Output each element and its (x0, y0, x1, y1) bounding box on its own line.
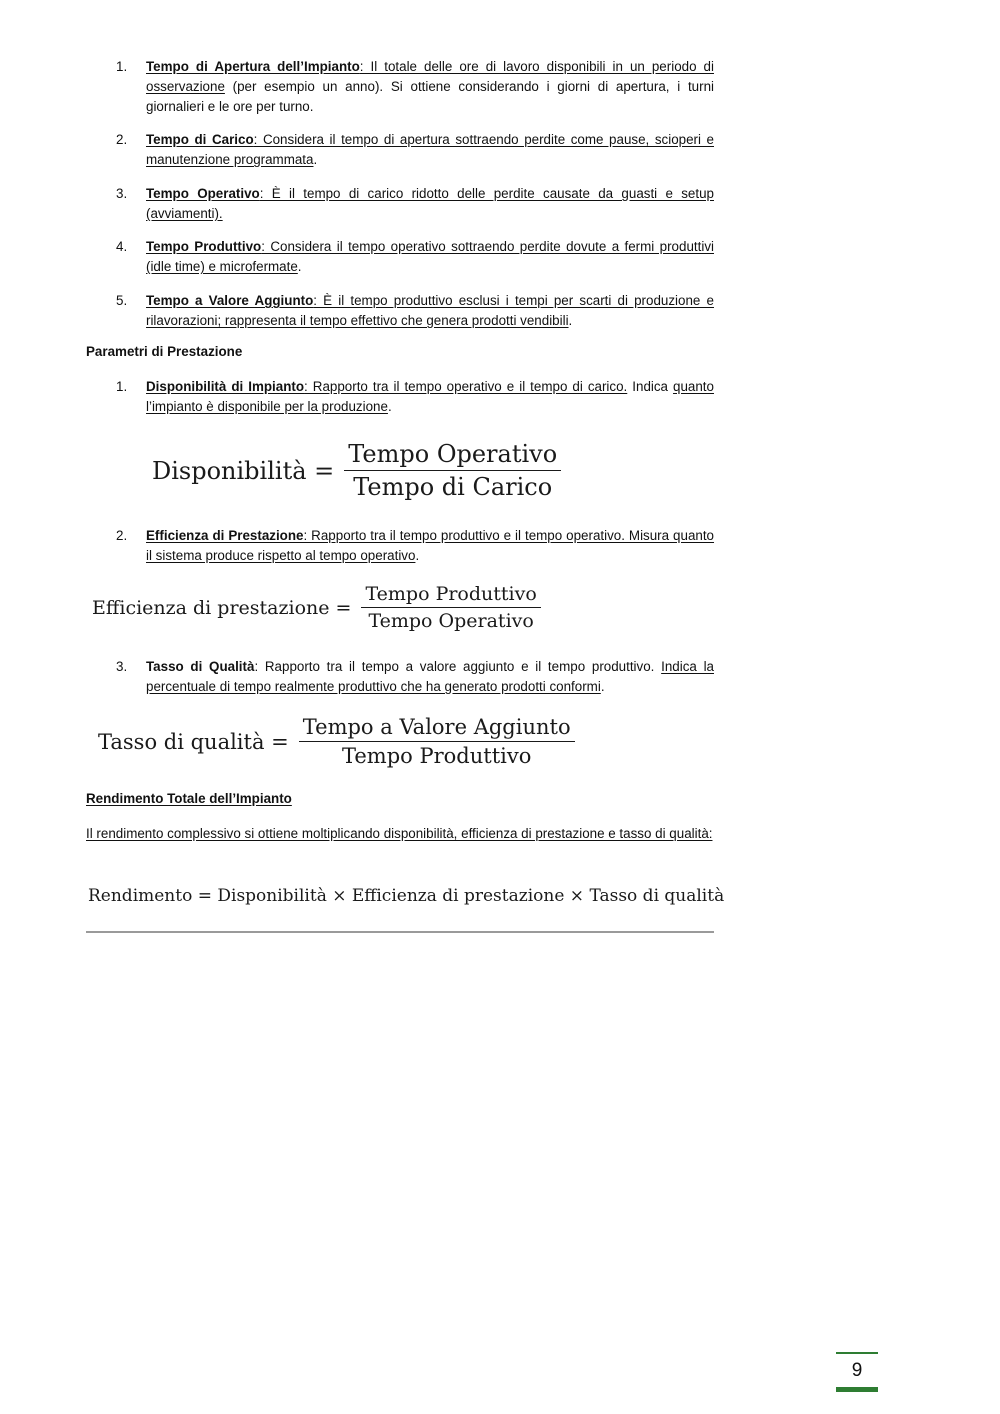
list-number: 1. (116, 379, 128, 394)
list-number: 1. (116, 59, 128, 74)
definition: : Rapporto tra il tempo produttivo e il tempo operativo. Misura quanto il sistema produce rispetto al tempo operativo (146, 528, 715, 563)
list-text (146, 377, 714, 417)
list-text (146, 130, 714, 170)
term: Tempo di Apertura dell’Impianto (146, 59, 360, 74)
fraction (344, 440, 561, 501)
definition-end: . (387, 399, 392, 414)
term: Tasso di Qualità (146, 659, 255, 674)
page-number-bottom-bar (836, 1387, 878, 1392)
fraction (299, 715, 575, 768)
list-text (146, 237, 714, 277)
list-number: 2. (116, 528, 128, 543)
list-item (86, 130, 714, 170)
formula-lhs: Tasso di qualità = (98, 729, 289, 754)
list-item (86, 184, 714, 224)
definition: : Rapporto tra il tempo operativo e il tempo di carico. (304, 379, 628, 394)
list-item (86, 526, 714, 566)
definition-mid: Indica (627, 379, 674, 394)
formula-text: Rendimento = Disponibilità × Efficienza di prestazione × Tasso di qualità (88, 886, 725, 906)
definition: : Considera il tempo di apertura sottraendo perdite come pause, scioperi e manutenzione programmata (146, 132, 714, 167)
numerator: Tempo Produttivo (361, 583, 540, 608)
list-item (86, 237, 714, 277)
list-item (86, 377, 714, 417)
numerator: Tempo Operativo (344, 440, 561, 471)
term: Tempo di Carico (146, 132, 254, 147)
formula-rendimento (88, 886, 724, 906)
definition-end: . (600, 679, 605, 694)
denominator: Tempo Produttivo (342, 744, 532, 768)
definition: : Il totale delle ore di lavoro disponibili in un periodo di osservazione (146, 59, 714, 94)
definition: : Considera il tempo operativo sottraendo perdite dovute a fermi produttivi (idle time) e microfermate (146, 239, 714, 274)
list-number: 3. (116, 186, 128, 201)
definition: : È il tempo di carico ridotto delle perdite causate da guasti e setup (avviamenti). (146, 186, 714, 221)
numerator: Tempo a Valore Aggiunto (299, 715, 575, 742)
term: Tempo a Valore Aggiunto (146, 293, 314, 308)
paragraph: Il rendimento complessivo si ottiene moltiplicando disponibilità, efficienza di prestazione e tasso di qualità: (86, 826, 713, 841)
definition-end: . (415, 548, 420, 563)
list-text (146, 291, 714, 331)
formula-lhs: Efficienza di prestazione = (92, 596, 352, 619)
list-text (146, 184, 714, 224)
term: Tempo Produttivo (146, 239, 262, 254)
list-item (86, 657, 714, 697)
definition-rest: . (297, 259, 302, 274)
definition-underlined: quanto l’impianto è disponibile per la produzione (146, 379, 714, 414)
formula-qualita (98, 715, 575, 768)
fraction (361, 583, 540, 632)
list-item (86, 291, 714, 331)
formula-efficienza (92, 583, 541, 632)
term: Tempo Operativo (146, 186, 260, 201)
list-number: 3. (116, 659, 128, 674)
section-heading: Rendimento Totale dell’Impianto (86, 791, 292, 806)
denominator: Tempo di Carico (353, 473, 553, 501)
list-text (146, 526, 714, 566)
list-number: 4. (116, 239, 128, 254)
page-number-top-rule (836, 1352, 878, 1354)
list-text (146, 657, 714, 697)
definition-rest: . (568, 313, 573, 328)
list-text (146, 57, 714, 117)
formula-disponibilita (152, 440, 561, 501)
denominator: Tempo Operativo (368, 610, 534, 632)
definition-rest: (per esempio un anno). Si ottiene considerando i giorni di apertura, i turni giornalieri e le ore per turno. (146, 79, 714, 114)
section-heading: Parametri di Prestazione (86, 344, 243, 359)
page-number: 9 (851, 1360, 863, 1381)
list-number: 5. (116, 293, 128, 308)
definition-rest: . (313, 152, 318, 167)
divider-line (86, 931, 714, 933)
definition: : È il tempo produttivo esclusi i tempi per scarti di produzione e rilavorazioni; rappresenta il tempo effettivo che genera prodotti vendibili (146, 293, 714, 328)
definition: : Rapporto tra il tempo a valore aggiunto e il tempo produttivo. (254, 659, 662, 674)
page-number-block (836, 1352, 878, 1392)
definition-underlined: Indica la percentuale di tempo realmente produttivo che ha generato prodotti conformi (146, 659, 714, 694)
list-item (86, 57, 714, 117)
formula-lhs: Disponibilità = (152, 456, 335, 485)
term: Disponibilità di Impianto (146, 379, 305, 394)
term: Efficienza di Prestazione (146, 528, 304, 543)
list-number: 2. (116, 132, 128, 147)
